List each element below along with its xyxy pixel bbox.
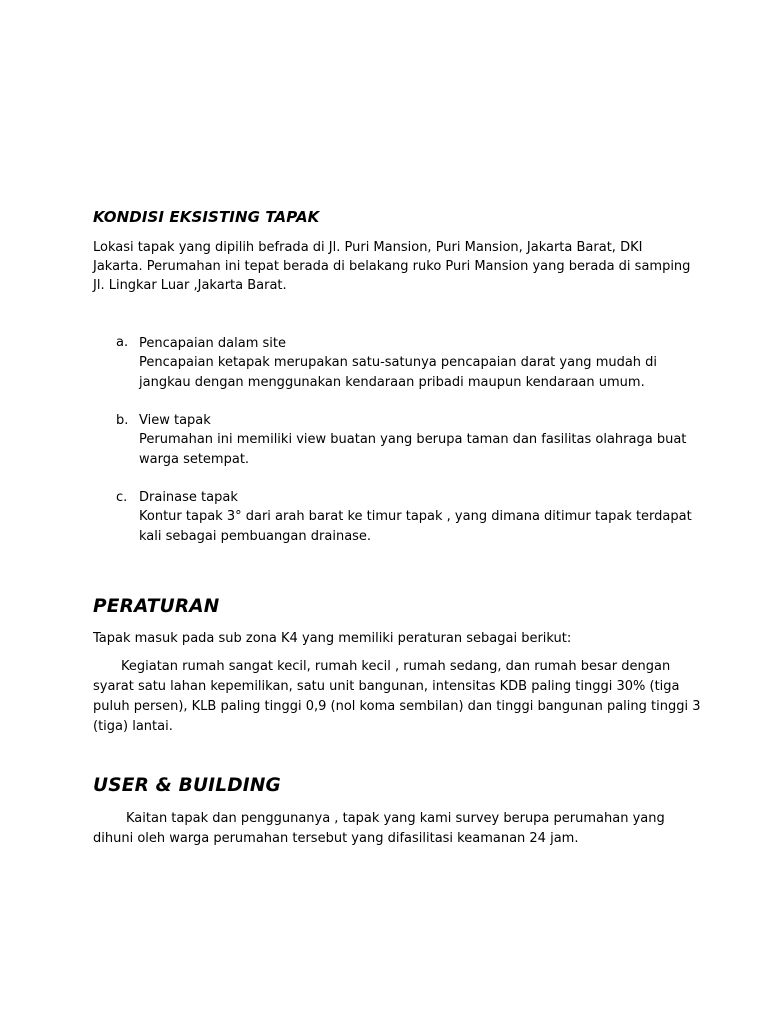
peraturan-paragraph-line-2: syarat satu lahan kepemilikan, satu unit bangunan, intensitas KDB paling tinggi 30% (tiga — [93, 679, 680, 694]
list-item-b-title: View tapak — [139, 413, 211, 428]
list-item-b-line-1: Perumahan ini memiliki view buatan yang berupa taman dan fasilitas olahraga buat — [139, 432, 687, 447]
list-item-c-line-2: kali sebagai pembuangan drainase. — [139, 529, 372, 544]
list-item-b-line-2: warga setempat. — [139, 452, 250, 467]
heading-kondisi-eksisting-tapak: KONDISI EKSISTING TAPAK — [93, 208, 320, 226]
list-item-a-line-2: jangkau dengan menggunakan kendaraan pribadi maupun kendaraan umum. — [139, 375, 645, 390]
kondisi-paragraph-line-2: Jakarta. Perumahan ini tepat berada di belakang ruko Puri Mansion yang berada di samping — [93, 259, 691, 274]
kondisi-paragraph-line-1: Lokasi tapak yang dipilih befrada di Jl. Puri Mansion, Puri Mansion, Jakarta Barat, DKI — [93, 240, 643, 255]
list-marker-c: c. — [116, 490, 128, 505]
peraturan-paragraph-line-4: (tiga) lantai. — [93, 719, 173, 734]
heading-peraturan: PERATURAN — [93, 596, 220, 617]
list-marker-a: a. — [116, 335, 129, 350]
user-paragraph-line-1: Kaitan tapak dan penggunanya , tapak yang kami survey berupa perumahan yang — [126, 811, 665, 826]
list-item-c-line-1: Kontur tapak 3° dari arah barat ke timur tapak , yang dimana ditimur tapak terdapat — [139, 509, 692, 524]
heading-user-building: USER & BUILDING — [93, 775, 281, 796]
list-marker-b: b. — [116, 413, 129, 428]
user-paragraph-line-2: dihuni oleh warga perumahan tersebut yang difasilitasi keamanan 24 jam. — [93, 831, 579, 846]
list-item-a-title: Pencapaian dalam site — [139, 336, 286, 351]
list-item-c-title: Drainase tapak — [139, 490, 238, 505]
list-item-a-line-1: Pencapaian ketapak merupakan satu-satunya pencapaian darat yang mudah di — [139, 355, 658, 370]
peraturan-intro: Tapak masuk pada sub zona K4 yang memiliki peraturan sebagai berikut: — [93, 631, 572, 646]
kondisi-paragraph-line-3: Jl. Lingkar Luar ,Jakarta Barat. — [93, 278, 287, 293]
peraturan-paragraph-line-1: Kegiatan rumah sangat kecil, rumah kecil , rumah sedang, dan rumah besar dengan — [121, 659, 671, 674]
peraturan-paragraph-line-3: puluh persen), KLB paling tinggi 0,9 (nol koma sembilan) dan tinggi bangunan paling tinggi 3 — [93, 699, 701, 714]
